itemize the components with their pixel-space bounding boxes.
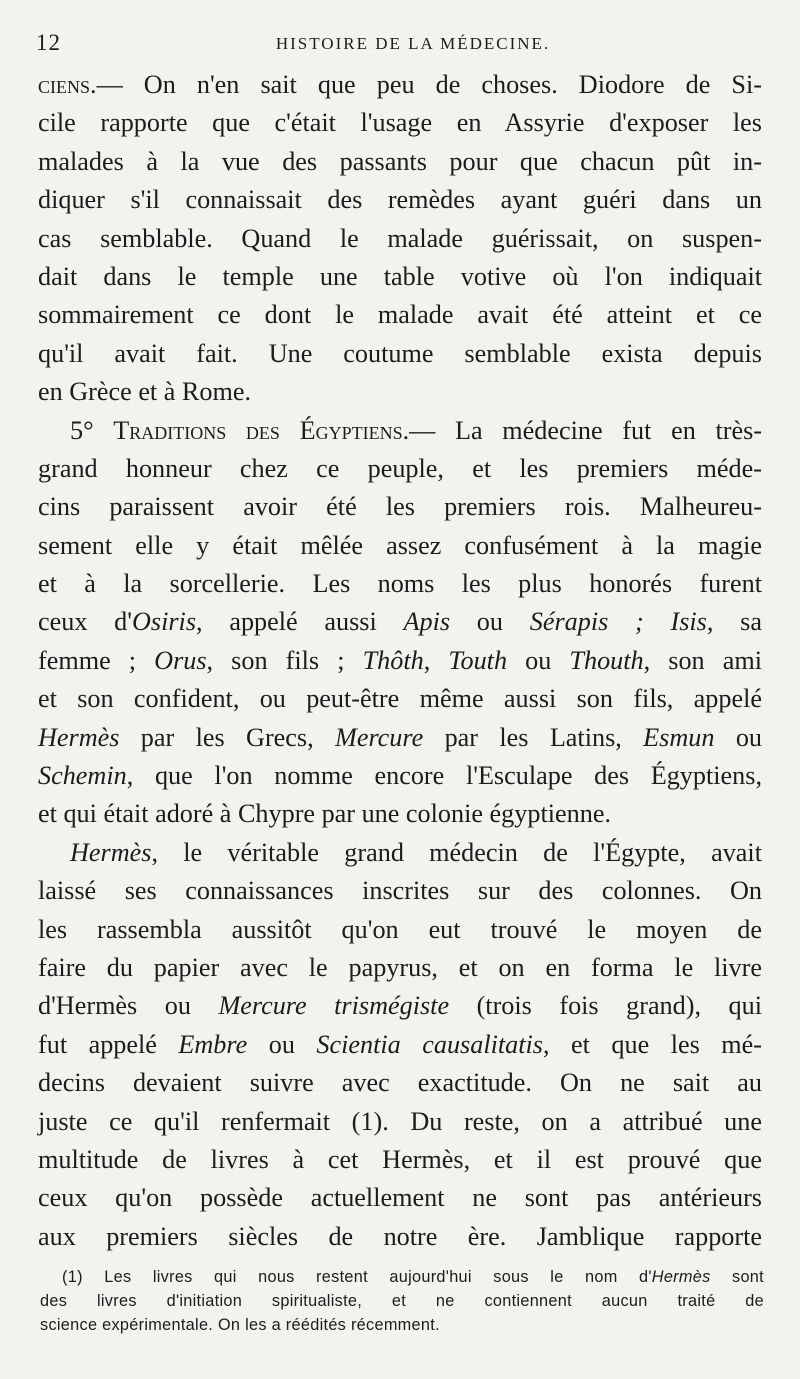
text-line: juste ce qu'il renfermait (1). Du reste, on a attribué une — [38, 1106, 762, 1136]
text-line: ciens.— On n'en sait que peu de choses. Diodore de Si- — [38, 70, 762, 99]
text-line: ceux qu'on possède actuellement ne sont pas antérieurs — [38, 1183, 762, 1213]
text-line: les rassembla aussitôt qu'on eut trouvé le moyen de — [38, 914, 762, 944]
text-line: qu'il avait fait. Une coutume semblable exista depuis — [38, 338, 762, 368]
text-line: d'Hermès ou Mercure trismégiste (trois fois grand), qui — [38, 991, 762, 1021]
text-line: malades à la vue des passants pour que chacun pût in- — [38, 146, 762, 176]
text-line: et qui était adoré à Chypre par une colonie égyptienne. — [38, 799, 611, 829]
section-heading: Traditions des Égyptiens. — [113, 415, 410, 445]
text-line: diquer s'il connaissait des remèdes ayant guéri dans un — [38, 185, 762, 215]
page-number: 12 — [36, 30, 61, 55]
text-line: et son confident, ou peut-être même aussi son fils, appelé — [38, 684, 762, 714]
text-line: sommairement ce dont le malade avait été atteint et ce — [38, 300, 762, 330]
text-line: fut appelé Embre ou Scientia causalitatis, et que les mé- — [38, 1029, 762, 1059]
text-line: grand honneur chez ce peuple, et les premiers méde- — [38, 453, 762, 483]
text-line: femme ; Orus, son fils ; Thôth, Touth ou Thouth, son ami — [38, 645, 763, 675]
text-line: Hermès par les Grecs, Mercure par les Latins, Esmun ou — [38, 722, 763, 752]
footnote — [40, 1265, 764, 1337]
text-line: multitude de livres à cet Hermès, et il est prouvé que — [38, 1144, 762, 1174]
text-line: sement elle y était mêlée assez confusément à la magie — [38, 530, 762, 560]
text-line: aux premiers siècles de notre ère. Jamblique rapporte — [38, 1221, 762, 1251]
text-line: cins paraissent avoir été les premiers rois. Malheureu- — [38, 492, 762, 522]
text-line: en Grèce et à Rome. — [38, 377, 252, 407]
text-line: Hermès, le véritable grand médecin de l'Égypte, avait — [70, 837, 762, 867]
section-heading-line: 5° Traditions des Égyptiens.— La médecine fut en très- — [70, 415, 762, 445]
footnote-line: science expérimentale. On les a réédités récemment. — [40, 1316, 440, 1334]
body-text — [38, 66, 762, 1256]
text-line: decins devaient suivre avec exactitude. On ne sait au — [38, 1068, 762, 1098]
page-header — [36, 30, 760, 60]
text-line: cile rapporte que c'était l'usage en Assyrie d'exposer les — [38, 108, 762, 138]
text-line: et à la sorcellerie. Les noms les plus honorés furent — [38, 569, 762, 599]
text-line: ceux d'Osiris, appelé aussi Apis ou Sérapis ; Isis, sa — [38, 607, 762, 637]
footnote-line: des livres d'initiation spiritualiste, et ne contiennent aucun traité de — [40, 1292, 764, 1310]
text-line: laissé ses connaissances inscrites sur des colonnes. On — [38, 876, 762, 906]
text-line: dait dans le temple une table votive où l'on indiquait — [38, 261, 762, 291]
text-line: Schemin, que l'on nomme encore l'Esculape des Égyptiens, — [38, 761, 762, 791]
text-line: faire du papier avec le papyrus, et on en forma le livre — [38, 952, 762, 982]
text-line: cas semblable. Quand le malade guérissait, on suspen- — [38, 223, 762, 253]
footnote-line: (1) Les livres qui nous restent aujourd'hui sous le nom d'Hermès sont — [62, 1268, 764, 1286]
running-title: HISTOIRE DE LA MÉDECINE. — [275, 34, 551, 53]
